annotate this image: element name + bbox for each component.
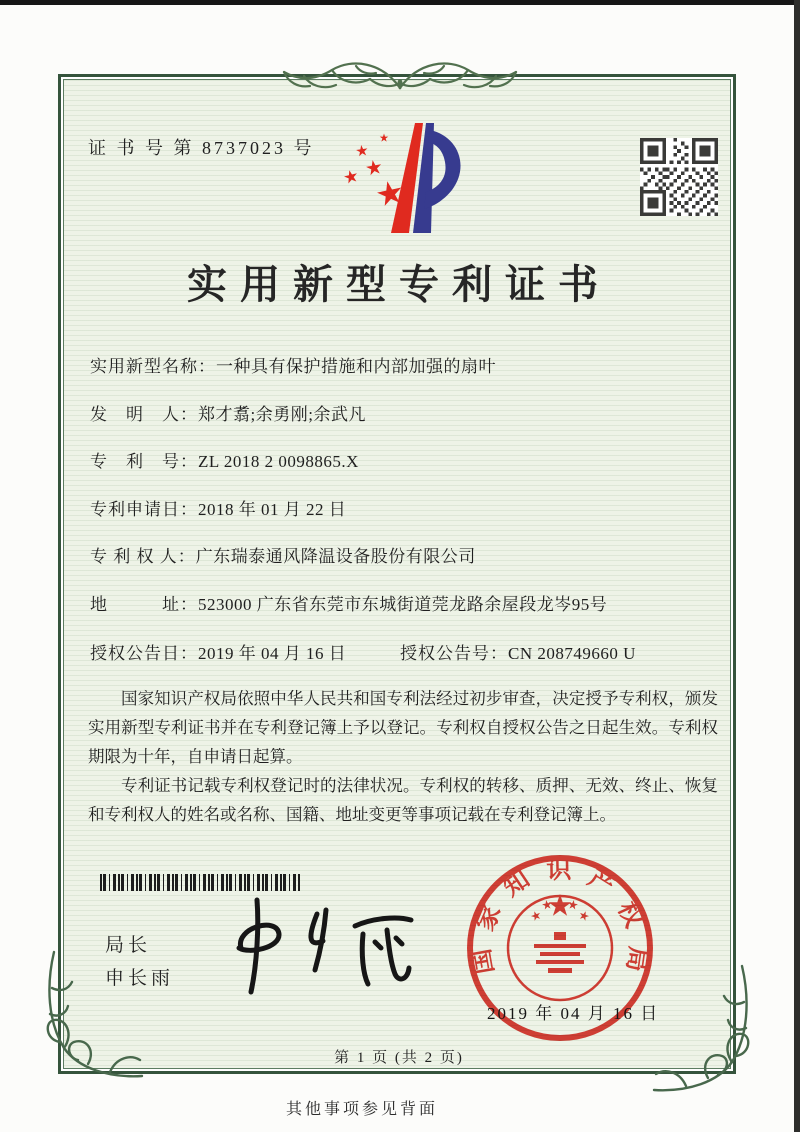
field-label: 发 明 人： <box>90 405 198 424</box>
field-utility-model-name <box>90 352 730 377</box>
field-value: 广东瑞泰通风降温设备股份有限公司 <box>195 547 476 566</box>
seal-char: 识 <box>546 856 572 885</box>
seal-char: 知 <box>498 865 535 902</box>
page-number: 第 1 页 (共 2 页) <box>334 1050 464 1066</box>
field-label: 地 址： <box>90 595 198 614</box>
field-label: 专 利 号： <box>90 452 198 471</box>
field-filing-date <box>90 495 730 520</box>
commissioner-name: 申长雨 <box>105 968 175 989</box>
field-patent-number <box>90 447 730 472</box>
field-label: 授权公告号： <box>400 644 508 663</box>
seal-char: 家 <box>471 901 507 935</box>
certificate-number: 证 书 号 第 8737023 号 <box>88 138 315 158</box>
seal-date: 2019 年 04 月 16 日 <box>487 1004 660 1023</box>
field-label: 实用新型名称： <box>90 357 216 376</box>
commissioner-signature <box>205 886 425 998</box>
legal-paragraph-2: 专利证书记载专利权登记时的法律状况。专利权的转移、质押、无效、终止、恢复和专利权人的姓名或名称、国籍、地址变更等事项记载在专利登记簿上。 <box>88 776 718 824</box>
field-value: ZL 2018 2 0098865.X <box>198 452 359 471</box>
field-value: 一种具有保护措施和内部加强的扇叶 <box>216 357 496 376</box>
field-grant-date <box>90 639 730 664</box>
seal-char: 国 <box>468 946 500 976</box>
field-value: CN 208749660 U <box>508 644 636 663</box>
field-grant-number <box>400 639 636 664</box>
legal-text-block <box>88 684 718 829</box>
seal-char: 权 <box>612 897 648 932</box>
field-value: 郑才翥;余勇刚;余武凡 <box>198 405 366 424</box>
field-value: 523000 广东省东莞市东城街道莞龙路余屋段龙岑95号 <box>198 595 608 614</box>
scan-edge-right <box>794 0 800 1132</box>
seal-char: 局 <box>621 944 652 974</box>
field-patentee <box>90 542 730 567</box>
field-label: 专利申请日： <box>90 500 198 519</box>
certificate-title: 实用新型专利证书 <box>187 262 611 307</box>
field-value: 2018 年 01 月 22 日 <box>198 500 347 519</box>
field-label: 专 利 权 人： <box>90 547 196 566</box>
qr-code <box>640 138 718 216</box>
field-inventors <box>90 400 730 425</box>
cnipa-logo-icon <box>338 120 466 236</box>
back-side-note: 其他事项参见背面 <box>285 1101 438 1118</box>
field-address <box>90 590 730 615</box>
legal-paragraph-1: 国家知识产权局依照中华人民共和国专利法经过初步审查，决定授予专利权，颁发实用新型专利证书并在专利登记簿上予以登记。专利权自授权公告之日起生效。专利权期限为十年，自申请日起算。 <box>88 689 718 766</box>
commissioner-title: 局长 <box>105 935 152 956</box>
field-label: 授权公告日： <box>90 644 198 663</box>
scan-edge-top <box>0 0 800 5</box>
field-value: 2019 年 04 月 16 日 <box>198 644 347 663</box>
seal-char: 产 <box>583 864 619 901</box>
